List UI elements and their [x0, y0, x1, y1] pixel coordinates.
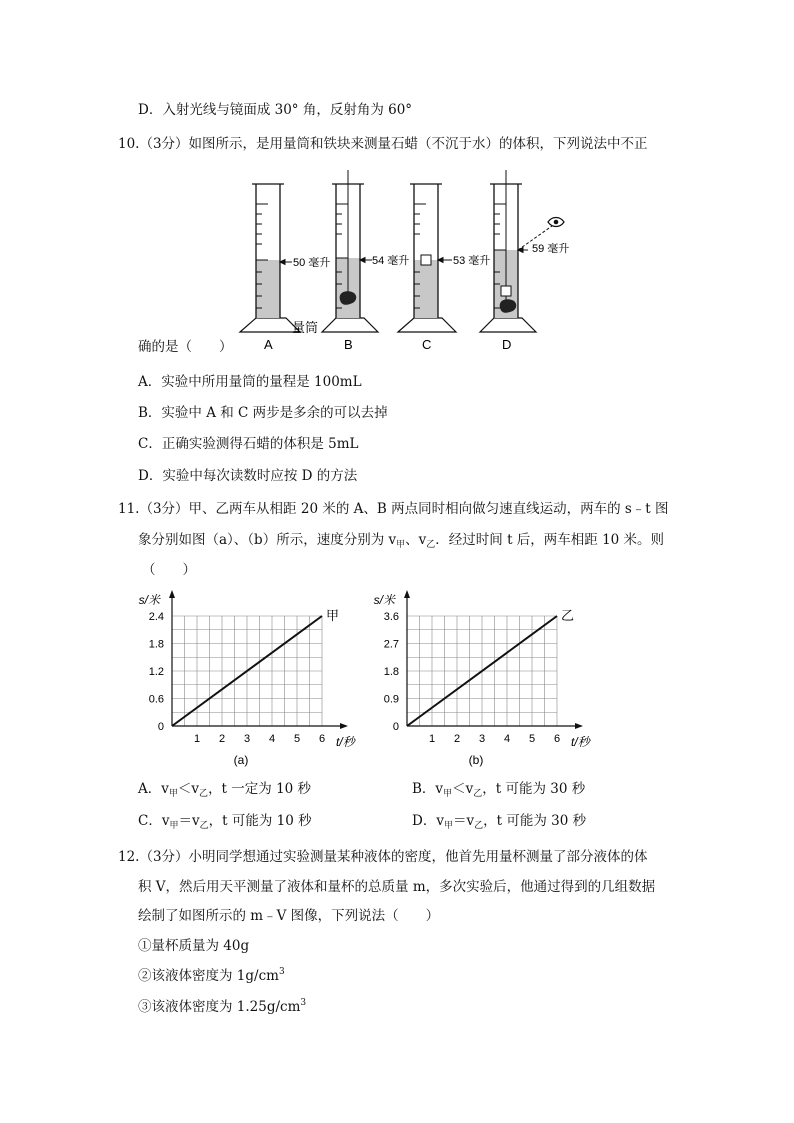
q11-opt-b-pre: B．v — [412, 781, 444, 797]
chart-b-xtick: 4 — [503, 733, 511, 745]
q11-opt-c-sub2: 乙 — [199, 821, 209, 831]
q10-option-c: C．正确实验测得石蜡的体积是 5mL — [138, 436, 359, 452]
q11-opt-b-post: ，t 可能为 30 秒 — [482, 781, 586, 797]
q12-item-1 — [138, 936, 249, 956]
q11-opt-b-mid: ＜v — [452, 781, 474, 797]
q11-opt-d-mid: ＝v — [452, 813, 475, 829]
q11-opt-c-post: ，t 可能为 10 秒 — [208, 813, 312, 829]
q11-opt-a-mid: ＜v — [177, 781, 200, 797]
chart-a-ytick: 2.4 — [148, 611, 164, 623]
chart-a-xtick: 3 — [243, 733, 251, 745]
chart-b-ylabel: s/米 — [373, 593, 395, 607]
q11-stem-line2-a: 象分别如图（a）、（b）所示，速度分别为 v — [138, 532, 397, 548]
chart-b-caption: (b) — [468, 753, 484, 767]
chart-a-ytick: 0 — [157, 721, 164, 733]
chart-b-y-arrow — [404, 590, 410, 598]
chart-b-xtick: 1 — [428, 733, 436, 745]
q10-option-b: B．实验中 A 和 C 两步是多余的可以去掉 — [138, 405, 388, 421]
chart-b-ytick: 1.8 — [383, 666, 399, 678]
chart-a-xtick: 6 — [318, 733, 326, 745]
q11-opt-d-sub2: 乙 — [474, 821, 484, 831]
q11-opt-b-sub1: 甲 — [443, 789, 453, 799]
chart-a-ytick: 1.8 — [148, 638, 164, 651]
q11-sub-yi: 乙 — [426, 540, 436, 550]
chart-a-caption: (a) — [233, 753, 249, 767]
q11-opt-a-sub2: 乙 — [199, 789, 209, 799]
chart-b-xtick: 3 — [478, 733, 486, 745]
cylinder-caption: 量筒 — [292, 320, 319, 335]
label-d: D — [502, 337, 512, 352]
chart-a-xlabel: t/秒 — [336, 735, 355, 749]
q11-opt-b-sub2: 乙 — [473, 789, 483, 799]
q11-stem-line3: （ ） — [142, 562, 196, 578]
chart-a-x-arrow — [340, 723, 348, 729]
q12-stem-line3: 绘制了如图所示的 m﹣V 图像，下列说法（ ） — [138, 908, 440, 924]
q11-opt-d-sub1: 甲 — [443, 821, 453, 831]
st-chart-b — [365, 588, 605, 773]
chart-a-xtick: 2 — [218, 733, 226, 745]
q12-item-3-text: ③该液体密度为 1.25g/cm — [138, 999, 301, 1015]
chart-a-ylabel: s/米 — [138, 593, 160, 607]
q11-opt-c-pre: C．v — [138, 813, 170, 829]
q11-opt-a-post: ，t 一定为 10 秒 — [208, 781, 312, 797]
q11-option-d — [412, 811, 586, 833]
chart-a-ytick: 1.2 — [148, 666, 164, 678]
q11-opt-d-post: ，t 可能为 30 秒 — [483, 813, 587, 829]
q10-cylinders-figure — [230, 168, 580, 358]
chart-a-ytick: 0.6 — [148, 693, 164, 706]
reading-c: 53 毫升 — [453, 255, 491, 267]
chart-b-ytick: 0 — [392, 721, 399, 733]
chart-b-ytick: 2.7 — [383, 638, 399, 651]
q11-stem-line2 — [138, 530, 664, 552]
q11-opt-a-pre: A．v — [138, 781, 169, 797]
q12-item-1-text: ①量杯质量为 40g — [138, 938, 250, 954]
q12-item-2 — [138, 966, 285, 988]
label-c: C — [422, 337, 432, 352]
reading-a: 50 毫升 — [293, 257, 331, 269]
chart-a-xtick: 4 — [268, 733, 276, 745]
q12-item-2-sup: 3 — [278, 967, 285, 977]
cylinder-b — [322, 170, 378, 332]
q10-option-d: D．实验中每次读数时应按 D 的方法 — [138, 468, 358, 484]
q12-stem-line2: 积 V，然后用天平测量了液体和量杯的总质量 m，多次实验后，他通过得到的几组数据 — [138, 879, 656, 895]
q11-option-a — [138, 779, 311, 801]
q11-option-c — [138, 811, 312, 833]
chart-a-xtick: 1 — [193, 733, 201, 745]
q11-sub-jia: 甲 — [396, 540, 406, 550]
reading-b: 54 毫升 — [372, 255, 410, 267]
q10-stem-line2: 确的是（ ） — [138, 339, 233, 355]
q11-opt-c-sub1: 甲 — [169, 821, 179, 831]
chart-b-xtick: 2 — [453, 733, 461, 745]
label-a: A — [264, 337, 273, 352]
q11-stem-line1: 11.（3分）甲、乙两车从相距 20 米的 A、B 两点同时相向做匀速直线运动，两车的 s﹣t 图 — [118, 501, 669, 517]
q10-stem-line1: 10.（3分）如图所示，是用量筒和铁块来测量石蜡（不沉于水）的体积，下列说法中不正 — [118, 136, 648, 152]
chart-b-x-arrow — [575, 723, 583, 729]
st-chart-a — [130, 588, 370, 773]
chart-a-xtick: 5 — [293, 733, 301, 745]
eye-icon — [548, 218, 564, 227]
reading-d: 59 毫升 — [532, 243, 570, 255]
q10-option-a: A．实验中所用量筒的量程是 100mL — [138, 374, 362, 390]
q12-item-2-text: ②该液体密度为 1g/cm — [138, 968, 279, 984]
q11-opt-d-pre: D．v — [412, 813, 444, 829]
q9-option-d: D．入射光线与镜面成 30° 角，反射角为 60° — [138, 102, 413, 118]
q12-stem-line1: 12.（3分）小明同学想通过实验测量某种液体的密度，他首先用量杯测量了部分液体的体 — [118, 849, 648, 865]
q11-stem-line2-c: ．经过时间 t 后，两车相距 10 米。则 — [435, 532, 665, 548]
chart-a-y-arrow — [169, 590, 175, 598]
q12-item-3-sup: 3 — [300, 998, 307, 1008]
label-b: B — [344, 337, 353, 352]
q11-opt-c-mid: ＝v — [178, 813, 200, 829]
chart-b-ytick: 3.6 — [383, 611, 399, 623]
chart-b-xlabel: t/秒 — [571, 735, 590, 749]
q11-option-b — [412, 779, 585, 801]
chart-b-ytick: 0.9 — [383, 693, 399, 706]
q11-opt-a-sub1: 甲 — [168, 789, 178, 799]
q11-stem-line2-b: 、v — [405, 532, 427, 548]
chart-b-xtick: 5 — [528, 733, 536, 745]
cylinder-a — [240, 184, 300, 332]
chart-a-series-label: 甲 — [326, 608, 340, 623]
chart-b-series-label: 乙 — [561, 608, 575, 623]
chart-b-xtick: 6 — [553, 733, 561, 745]
q12-item-3 — [138, 997, 306, 1019]
